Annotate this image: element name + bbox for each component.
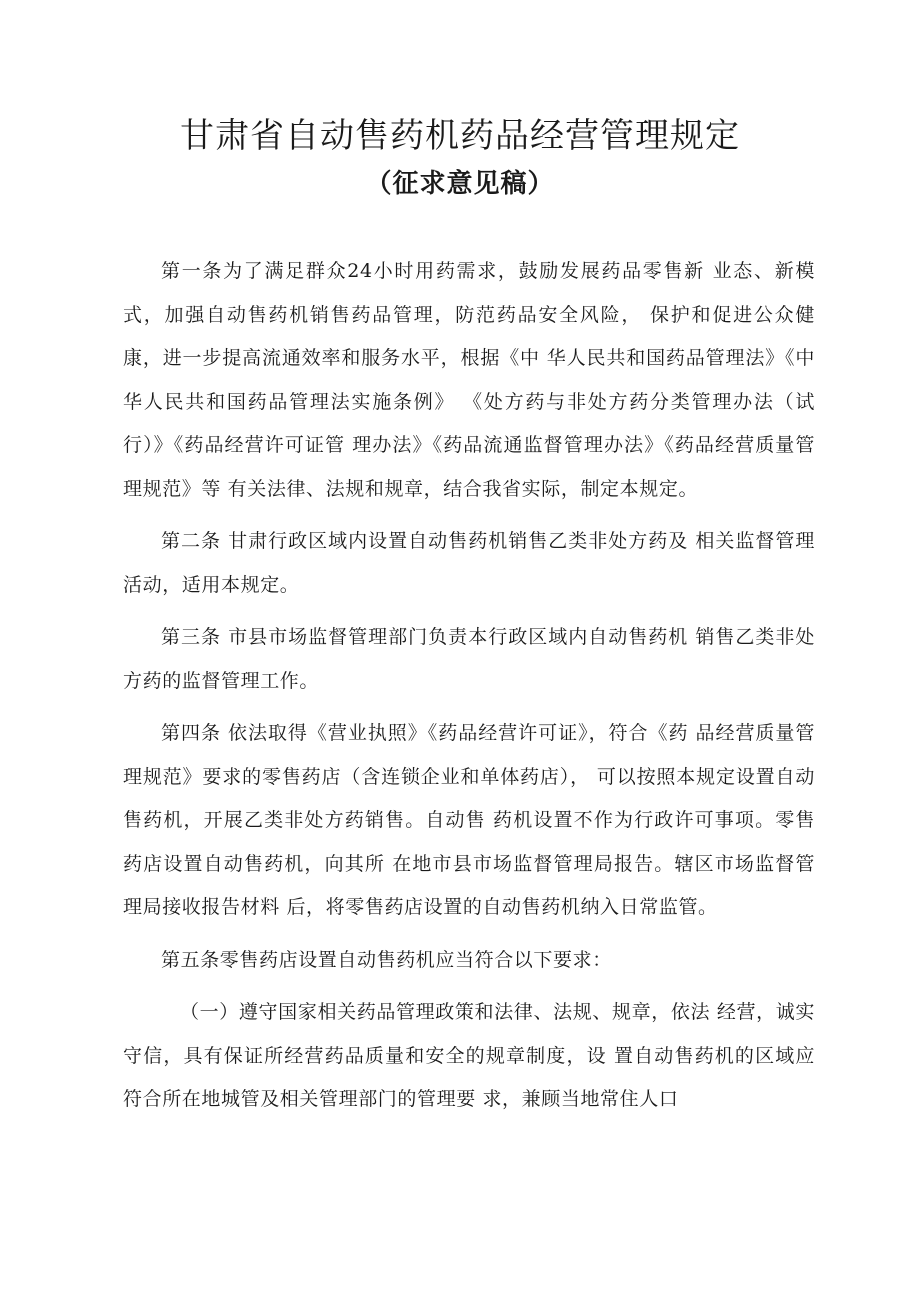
article-2-paragraph: 第二条 甘肃行政区域内设置自动售药机销售乙类非处方药及 相关监督管理活动，适用本规定。 — [123, 530, 815, 596]
article-5-item-1-paragraph: （一）遵守国家相关药品管理政策和法律、法规、规章，依法 经营，诚实守信，具有保证所经营药品质量和安全的规章制度，设 置自动售药机的区域应符合所在地城管及相关管理部门的管理要 求，兼顾当地常住人口 — [123, 1001, 815, 1110]
article-4-paragraph: 第四条 依法取得《营业执照》《药品经营许可证》，符合《药 品经营质量管理规范》要求的零售药店（含连锁企业和单体药店）， 可以按照本规定设置自动售药机，开展乙类非处方药销售。自动售 药机设置不作为行政许可事项。零售药店设置自动售药机，向其所 在地市县市场监督管理局报告。辖区市场监督管理局接收报告材料 后，将零售药店设置的自动售药机纳入日常监管。 — [123, 722, 815, 918]
document-body — [123, 250, 815, 1131]
document-title: 甘肃省自动售药机药品经营管理规定 — [180, 116, 740, 156]
document-subtitle: （征求意见稿） — [365, 169, 555, 199]
article-5-paragraph: 第五条零售药店设置自动售药机应当符合以下要求： — [161, 948, 612, 971]
article-1-paragraph: 第一条为了满足群众24小时用药需求，鼓励发展药品零售新 业态、新模式，加强自动售药机销售药品管理，防范药品安全风险， 保护和促进公众健康，进一步提高流通效率和服务水平，根据《中 华人民共和国药品管理法》《中华人民共和国药品管理法实施条例》 《处方药与非处方药分类管理办法（试行）》《药品经营许可证管 理办法》《药品流通监督管理办法》《药品经营质量管理规范》等 有关法律、法规和规章，结合我省实际，制定本规定。 — [123, 260, 815, 500]
article-3-paragraph: 第三条 市县市场监督管理部门负责本行政区域内自动售药机 销售乙类非处方药的监督管理工作。 — [123, 626, 815, 692]
